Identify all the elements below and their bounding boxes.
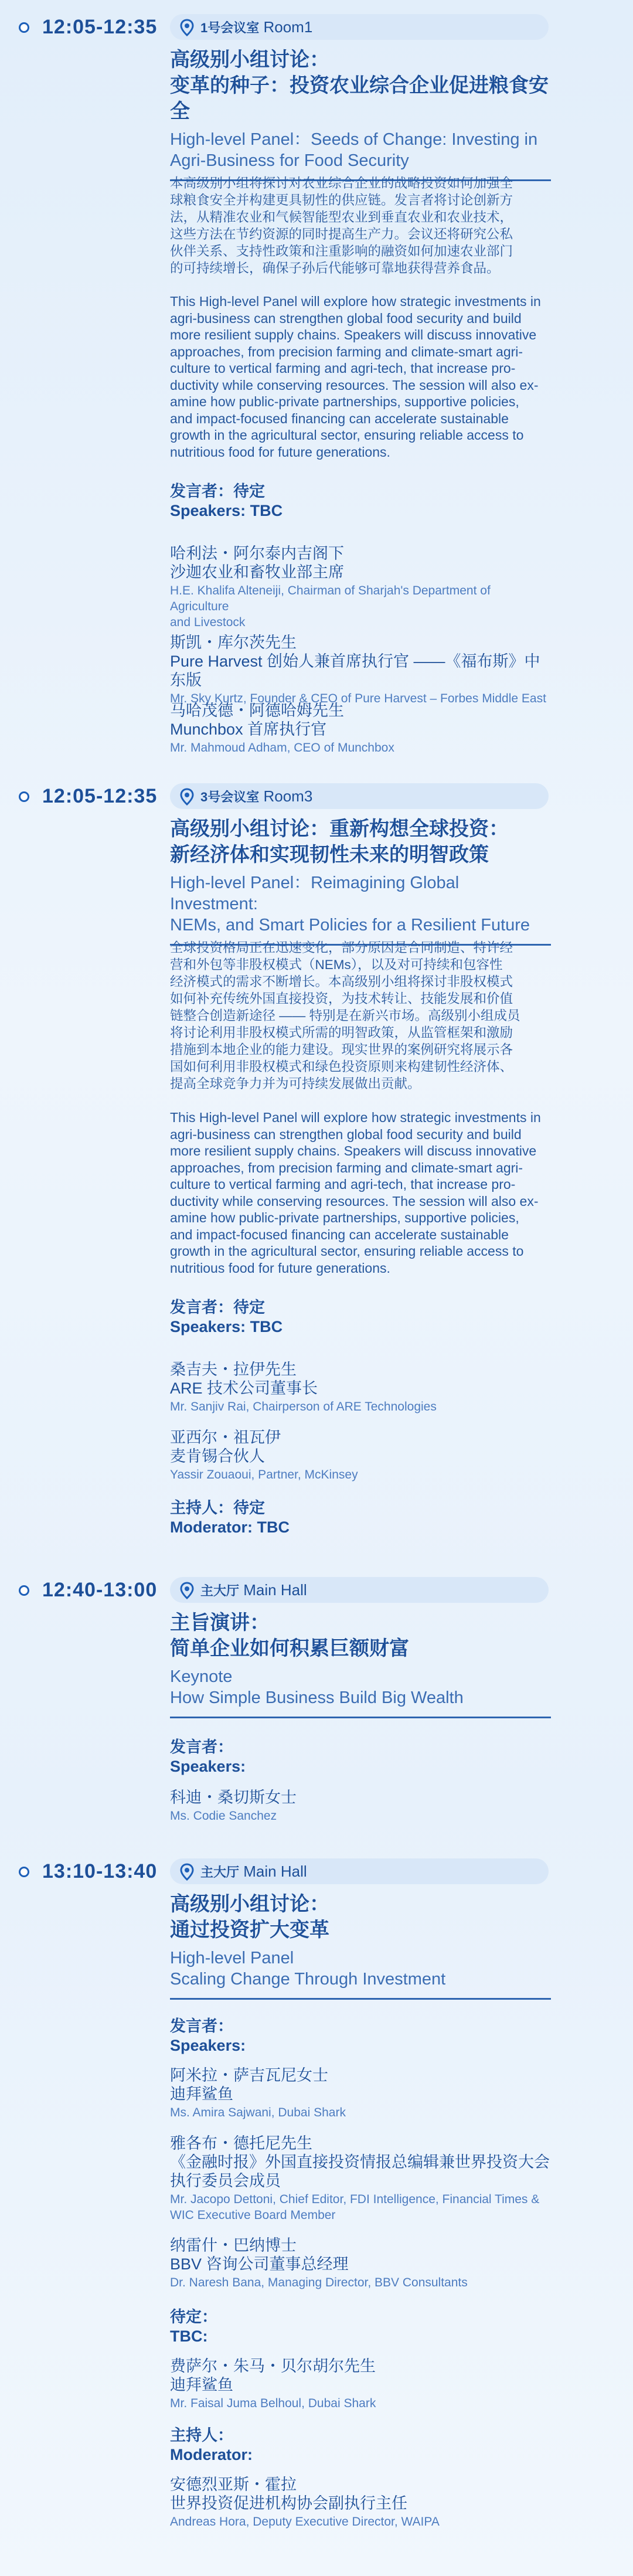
moderator-label-cn: 主持人：待定 bbox=[170, 1499, 265, 1517]
desc-cn-line: 经济模式的需求不断增长。本高级别小组将探讨非股权模式 bbox=[170, 974, 513, 989]
speaker-role-cn: 沙迦农业和畜牧业部主席 bbox=[170, 563, 344, 581]
timeline-dot-icon bbox=[19, 791, 29, 802]
desc-en-line: and impact-focused financing can accelerate sustainable bbox=[170, 1226, 509, 1242]
speakers-label-en: Speakers: TBC bbox=[170, 1318, 283, 1335]
desc-en-line: approaches, from precision farming and climate-smart agri- bbox=[170, 344, 523, 359]
speaker-role-cn: BBV 咨询公司董事总经理 bbox=[170, 2255, 349, 2273]
speaker-entry bbox=[170, 2134, 551, 2223]
session-title bbox=[170, 1891, 551, 2000]
desc-cn-line: 营和外包等非股权模式（NEMs），以及对可持续和包容性 bbox=[170, 957, 503, 972]
session-body bbox=[170, 1891, 551, 2571]
speaker-name-cn: 斯凯・库尔茨先生 bbox=[170, 634, 297, 651]
desc-en-line: growth in the agricultural sector, ensuring reliable access to bbox=[170, 1243, 524, 1259]
speaker-en-line: Yassir Zouaoui, Partner, McKinsey bbox=[170, 1468, 358, 1481]
speaker-role-cn: Munchbox 首席执行官 bbox=[170, 721, 327, 738]
moderator-role-cn: 世界投资促进机构协会副执行主任 bbox=[170, 2495, 407, 2512]
speaker-name-cn: 桑吉夫・拉伊先生 bbox=[170, 1361, 297, 1378]
speaker-entry bbox=[170, 2357, 551, 2411]
speaker-entry bbox=[170, 633, 551, 706]
desc-cn-line: 如何补充传统外国直接投资，为技术转让、技能发展和价值 bbox=[170, 991, 513, 1006]
title-cn-line-1: 主旨演讲： bbox=[170, 1612, 270, 1634]
room-name-cn: 1号会议室 bbox=[200, 21, 260, 35]
speaker-name-cn: 科迪・桑切斯女士 bbox=[170, 1789, 297, 1806]
title-divider bbox=[170, 1998, 551, 2000]
speaker-entry bbox=[170, 2236, 551, 2290]
speaker-role-cn: 迪拜鲨鱼 bbox=[170, 2376, 233, 2394]
speakers-label-cn: 发言者：待定 bbox=[170, 1299, 265, 1316]
speaker-name-cn: 阿米拉・萨吉瓦尼女士 bbox=[170, 2067, 328, 2084]
desc-en-line: amine how public-private partnerships, supportive policies, bbox=[170, 394, 519, 409]
speakers-label-en: Speakers: bbox=[170, 2037, 246, 2054]
session-timebar bbox=[0, 1576, 633, 1605]
desc-en-line: This High-level Panel will explore how strategic investments in bbox=[170, 294, 541, 309]
speaker-entry bbox=[170, 1360, 551, 1415]
desc-en-line: and impact-focused financing can accelerate sustainable bbox=[170, 410, 509, 426]
desc-cn-line: 全球投资格局正在迅速变化，部分原因是合同制造、特许经 bbox=[170, 940, 513, 955]
description-en bbox=[170, 1109, 551, 1276]
speakers-label-cn: 发言者：待定 bbox=[170, 482, 265, 500]
desc-en-line: ductivity while conserving resources. The session will also ex- bbox=[170, 1193, 539, 1209]
location-pin-icon bbox=[179, 788, 195, 806]
speaker-en-line: WIC Executive Board Member bbox=[170, 2208, 336, 2222]
desc-en-line: agri-business can strengthen global food security and build bbox=[170, 310, 522, 326]
session-time: 12:05-12:35 bbox=[42, 16, 158, 38]
session-4 bbox=[0, 1857, 633, 2576]
session-time: 13:10-13:40 bbox=[42, 1860, 158, 1882]
title-cn-line-1: 高级别小组讨论： bbox=[170, 49, 329, 71]
title-en-line-2: Scaling Change Through Investment bbox=[170, 1970, 446, 1989]
speaker-entry bbox=[170, 1788, 551, 1824]
speaker-en-line: Mr. Mahmoud Adham, CEO of Munchbox bbox=[170, 741, 394, 755]
title-cn-line-1: 高级别小组讨论：重新构想全球投资： bbox=[170, 818, 509, 840]
speaker-role-cn: 《金融时报》外国直接投资情报总编辑兼世界投资大会 bbox=[170, 2153, 550, 2171]
desc-cn-line: 链整合创造新途径 —— 特别是在新兴市场。高级别小组成员 bbox=[170, 1008, 520, 1023]
speakers-label-en: Speakers: bbox=[170, 1758, 246, 1775]
speaker-en-line: Ms. Codie Sanchez bbox=[170, 1809, 277, 1823]
speaker-entry bbox=[170, 701, 551, 756]
desc-en-line: This High-level Panel will explore how strategic investments in bbox=[170, 1110, 541, 1125]
speaker-name-cn: 费萨尔・朱马・贝尔胡尔先生 bbox=[170, 2357, 376, 2375]
desc-en-line: more resilient supply chains. Speakers will discuss innovative bbox=[170, 327, 537, 342]
room-name-en: Main Hall bbox=[243, 1581, 307, 1599]
room-name-en: Main Hall bbox=[243, 1863, 307, 1880]
room-label bbox=[200, 14, 312, 41]
location-pin-icon bbox=[179, 1582, 195, 1599]
room-name-cn: 主大厅 bbox=[200, 1865, 240, 1880]
speaker-en-line: Mr. Jacopo Dettoni, Chief Editor, FDI Intelligence, Financial Times & bbox=[170, 2193, 540, 2206]
speaker-en-line: and Livestock bbox=[170, 616, 246, 629]
speaker-name-cn: 纳雷什・巴纳博士 bbox=[170, 2237, 297, 2254]
speaker-name-cn: 哈利法・阿尔泰内吉阁下 bbox=[170, 545, 344, 562]
session-1 bbox=[0, 13, 633, 755]
speakers-label-cn: 发言者： bbox=[170, 1738, 233, 1756]
title-en-line-2: How Simple Business Build Big Wealth bbox=[170, 1688, 464, 1707]
title-cn-line-2: 变革的种子：投资农业综合企业促进粮食安全 bbox=[170, 74, 549, 123]
session-timebar bbox=[0, 1857, 633, 1887]
session-3 bbox=[0, 1576, 633, 1834]
speakers-label-cn: 发言者： bbox=[170, 2017, 233, 2035]
speakers-heading bbox=[170, 482, 551, 521]
desc-cn-line: 球粮食安全并构建更具韧性的供应链。发言者将讨论创新方 bbox=[170, 193, 513, 208]
title-cn-line-2: 通过投资扩大变革 bbox=[170, 1919, 329, 1941]
speaker-en-line: Ms. Amira Sajwani, Dubai Shark bbox=[170, 2106, 346, 2119]
desc-en-line: more resilient supply chains. Speakers will discuss innovative bbox=[170, 1143, 537, 1158]
moderator-label-en: Moderator: bbox=[170, 2446, 253, 2463]
room-name-en: Room1 bbox=[263, 18, 313, 36]
timeline-dot-icon bbox=[19, 22, 29, 33]
desc-cn-line: 伙伴关系、支持性政策和注重影响的融资如何加速农业部门 bbox=[170, 244, 513, 259]
title-en-line-1: High-level Panel：Seeds of Change: Investing in bbox=[170, 130, 538, 149]
speaker-name-cn: 马哈茂德・阿德哈姆先生 bbox=[170, 702, 344, 719]
title-en-line-1: High-level Panel bbox=[170, 1949, 294, 1967]
desc-en-line: ductivity while conserving resources. The session will also ex- bbox=[170, 377, 539, 393]
room-name-cn: 主大厅 bbox=[200, 1583, 240, 1598]
speakers-heading bbox=[170, 1298, 551, 1337]
desc-en-line: approaches, from precision farming and climate-smart agri- bbox=[170, 1160, 523, 1175]
desc-cn-line: 本高级别小组将探讨对农业综合企业的战略投资如何加强全 bbox=[170, 176, 513, 191]
moderator-en-line: Andreas Hora, Deputy Executive Director, WAIPA bbox=[170, 2515, 440, 2529]
location-pin-icon bbox=[179, 1863, 195, 1881]
session-title bbox=[170, 1610, 551, 1718]
desc-en-line: growth in the agricultural sector, ensuring reliable access to bbox=[170, 427, 524, 443]
title-en-line-2: Agri-Business for Food Security bbox=[170, 151, 409, 170]
desc-en-line: agri-business can strengthen global food security and build bbox=[170, 1126, 522, 1142]
speaker-role-cn: ARE 技术公司董事长 bbox=[170, 1379, 318, 1397]
desc-cn-line: 这些方法在节约资源的同时提高生产力。会议还将研究公私 bbox=[170, 227, 513, 242]
speaker-entry bbox=[170, 544, 551, 630]
speaker-en-line: H.E. Khalifa Alteneiji, Chairman of Sharjah's Department of Agriculture bbox=[170, 584, 491, 613]
session-body bbox=[170, 1610, 551, 1833]
description-en bbox=[170, 293, 551, 460]
desc-en-line: nutritious food for future generations. bbox=[170, 444, 390, 460]
speaker-en-line: Dr. Naresh Bana, Managing Director, BBV Consultants bbox=[170, 2276, 468, 2289]
room-name-cn: 3号会议室 bbox=[200, 790, 260, 804]
title-cn-line-2: 新经济体和实现韧性未来的明智政策 bbox=[170, 844, 489, 866]
room-label bbox=[200, 1577, 307, 1604]
room-label bbox=[200, 783, 312, 810]
speaker-role-cn: 执行委员会成员 bbox=[170, 2172, 281, 2190]
tbc-label-cn: 待定： bbox=[170, 2308, 217, 2326]
session-2 bbox=[0, 782, 633, 1544]
desc-cn-line: 将讨论利用非股权模式所需的明智政策，从监管框架和激励 bbox=[170, 1025, 513, 1040]
location-pin-icon bbox=[179, 19, 195, 36]
desc-cn-line: 措施到本地企业的能力建设。现实世界的案例研究将展示各 bbox=[170, 1042, 513, 1057]
session-body bbox=[170, 816, 551, 1543]
session-body bbox=[170, 47, 551, 755]
session-title bbox=[170, 816, 551, 946]
speaker-en-line: Mr. Faisal Juma Belhoul, Dubai Shark bbox=[170, 2397, 376, 2410]
session-time: 12:40-13:00 bbox=[42, 1579, 158, 1601]
session-title bbox=[170, 47, 551, 181]
description-cn bbox=[170, 939, 551, 1092]
tbc-label-en: TBC: bbox=[170, 2327, 208, 2345]
desc-en-line: nutritious food for future generations. bbox=[170, 1260, 390, 1276]
room-label bbox=[200, 1858, 307, 1885]
speaker-role-cn: 迪拜鲨鱼 bbox=[170, 2085, 233, 2103]
moderator-heading bbox=[170, 2426, 551, 2465]
desc-cn-line: 提高全球竞争力并为可持续发展做出贡献。 bbox=[170, 1076, 421, 1091]
desc-cn-line: 国如何利用非股权模式和绿色投资原则来构建韧性经济体、 bbox=[170, 1059, 513, 1074]
speaker-role-cn: 麦肯锡合伙人 bbox=[170, 1447, 265, 1465]
title-divider bbox=[170, 1717, 551, 1718]
desc-en-line: amine how public-private partnerships, supportive policies, bbox=[170, 1210, 519, 1225]
session-time: 12:05-12:35 bbox=[42, 785, 158, 807]
tbc-heading bbox=[170, 2307, 551, 2346]
title-cn-line-2: 简单企业如何积累巨额财富 bbox=[170, 1637, 409, 1660]
room-name-en: Room3 bbox=[263, 787, 313, 805]
moderator-label-en: Moderator: TBC bbox=[170, 1518, 290, 1536]
speakers-heading bbox=[170, 2017, 551, 2055]
description-cn bbox=[170, 175, 551, 277]
desc-cn-line: 法，从精准农业和气候智能型农业到垂直农业和农业技术， bbox=[170, 210, 513, 225]
speaker-entry bbox=[170, 1428, 551, 1483]
speaker-entry bbox=[170, 2066, 551, 2120]
desc-en-line: culture to vertical farming and agri-tech, that increase pro- bbox=[170, 361, 516, 376]
title-en-line-2: NEMs, and Smart Policies for a Resilient Future bbox=[170, 916, 530, 934]
speaker-name-cn: 亚西尔・祖瓦伊 bbox=[170, 1429, 281, 1446]
speakers-heading bbox=[170, 1738, 551, 1776]
speakers-label-en: Speakers: TBC bbox=[170, 502, 283, 519]
title-en-line-1: Keynote bbox=[170, 1667, 233, 1686]
moderator-name-cn: 安德烈亚斯・霍拉 bbox=[170, 2476, 297, 2493]
timeline-dot-icon bbox=[19, 1867, 29, 1877]
session-timebar bbox=[0, 782, 633, 811]
speaker-en-line: Mr. Sanjiv Rai, Chairperson of ARE Technologies bbox=[170, 1400, 437, 1413]
moderator-label-cn: 主持人： bbox=[170, 2427, 233, 2444]
desc-cn-line: 的可持续增长，确保子孙后代能够可靠地获得营养食品。 bbox=[170, 261, 500, 276]
speaker-en-line: Mr. Sky Kurtz, Founder & CEO of Pure Harvest – Forbes Middle East bbox=[170, 692, 546, 705]
speaker-role-cn: Pure Harvest 创始人兼首席执行官 ——《福布斯》中东版 bbox=[170, 653, 540, 689]
desc-en-line: culture to vertical farming and agri-tech, that increase pro- bbox=[170, 1177, 516, 1192]
session-timebar bbox=[0, 13, 633, 42]
title-cn-line-1: 高级别小组讨论： bbox=[170, 1893, 329, 1915]
moderator-heading bbox=[170, 1498, 551, 1537]
speaker-name-cn: 雅各布・德托尼先生 bbox=[170, 2135, 312, 2152]
timeline-dot-icon bbox=[19, 1585, 29, 1596]
title-en-line-1: High-level Panel：Reimagining Global Investment: bbox=[170, 874, 460, 913]
moderator-entry bbox=[170, 2475, 551, 2530]
